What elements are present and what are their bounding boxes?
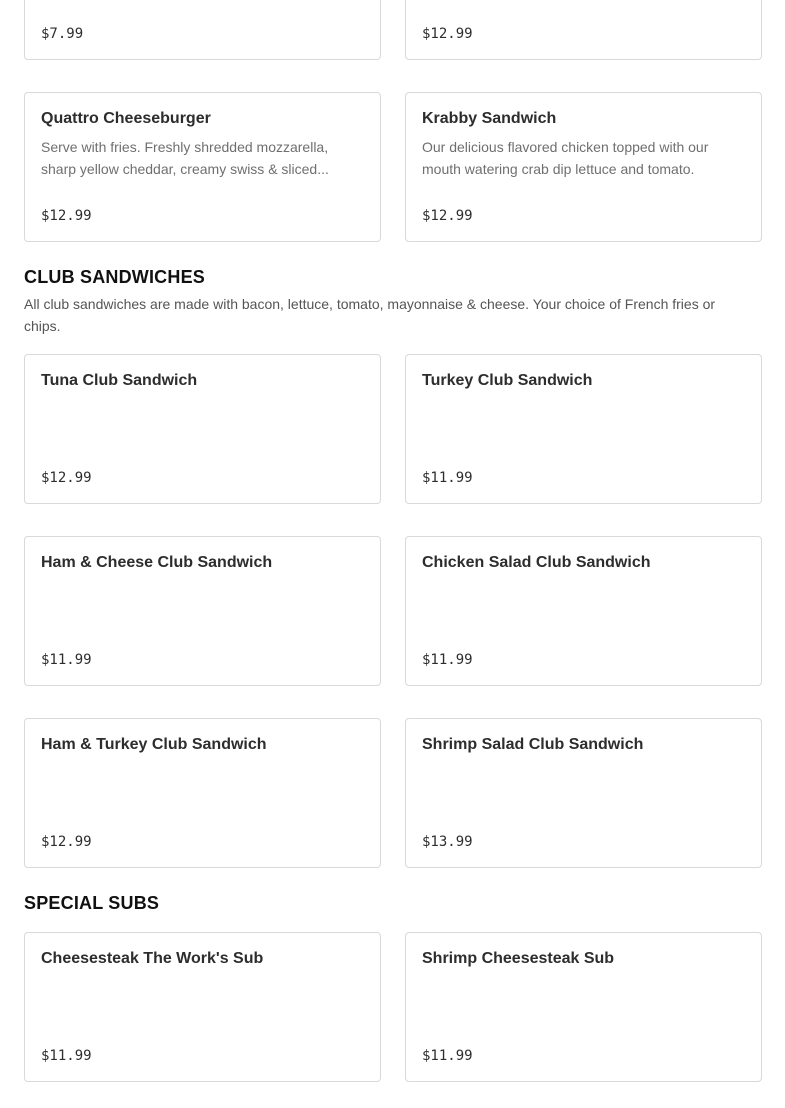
menu-item-card[interactable] <box>24 92 381 242</box>
menu-item-card[interactable] <box>405 536 762 686</box>
item-name: Shrimp Salad Club Sandwich <box>422 736 644 753</box>
menu-item-card[interactable] <box>405 718 762 868</box>
item-name: Turkey Club Sandwich <box>422 372 593 389</box>
menu-item-card[interactable] <box>24 932 381 1082</box>
item-description: Our delicious flavored chicken topped with our mouth watering crab dip lettuce and tomato. <box>422 139 709 177</box>
item-price: $11.99 <box>422 1048 473 1064</box>
item-price: $12.99 <box>422 208 473 224</box>
item-price: $7.99 <box>41 26 84 42</box>
item-price: $11.99 <box>41 1048 92 1064</box>
menu-item-card[interactable] <box>24 536 381 686</box>
item-price: $12.99 <box>41 470 92 486</box>
item-price: $12.99 <box>41 208 92 224</box>
section-description: All club sandwiches are made with bacon, lettuce, tomato, mayonnaise & cheese. Your choice of French fries or chips. <box>24 296 716 334</box>
menu-item-card[interactable] <box>24 718 381 868</box>
item-name: Krabby Sandwich <box>422 110 557 127</box>
section-title-club-sandwiches: CLUB SANDWICHES <box>24 267 205 287</box>
item-name: Cheesesteak The Work's Sub <box>41 950 264 967</box>
menu-item-card[interactable] <box>405 0 762 60</box>
menu-item-card[interactable] <box>24 354 381 504</box>
item-name: Ham & Turkey Club Sandwich <box>41 736 267 753</box>
menu-item-card[interactable] <box>405 354 762 504</box>
item-description: Serve with fries. Freshly shredded mozzarella, sharp yellow cheddar, creamy swiss & sliced... <box>41 139 329 177</box>
item-price: $13.99 <box>422 834 473 850</box>
section-title-special-subs: SPECIAL SUBS <box>24 893 160 913</box>
item-name: Chicken Salad Club Sandwich <box>422 554 651 571</box>
item-price: $11.99 <box>422 470 473 486</box>
menu-item-card[interactable] <box>405 92 762 242</box>
item-price: $11.99 <box>41 652 92 668</box>
item-price: $12.99 <box>41 834 92 850</box>
item-name: Shrimp Cheesesteak Sub <box>422 950 615 967</box>
item-name: Quattro Cheeseburger <box>41 110 211 127</box>
item-price: $11.99 <box>422 652 473 668</box>
item-price: $12.99 <box>422 26 473 42</box>
menu-item-card[interactable] <box>24 0 381 60</box>
item-name: Tuna Club Sandwich <box>41 372 198 389</box>
menu-item-card[interactable] <box>405 932 762 1082</box>
item-name: Ham & Cheese Club Sandwich <box>41 554 273 571</box>
